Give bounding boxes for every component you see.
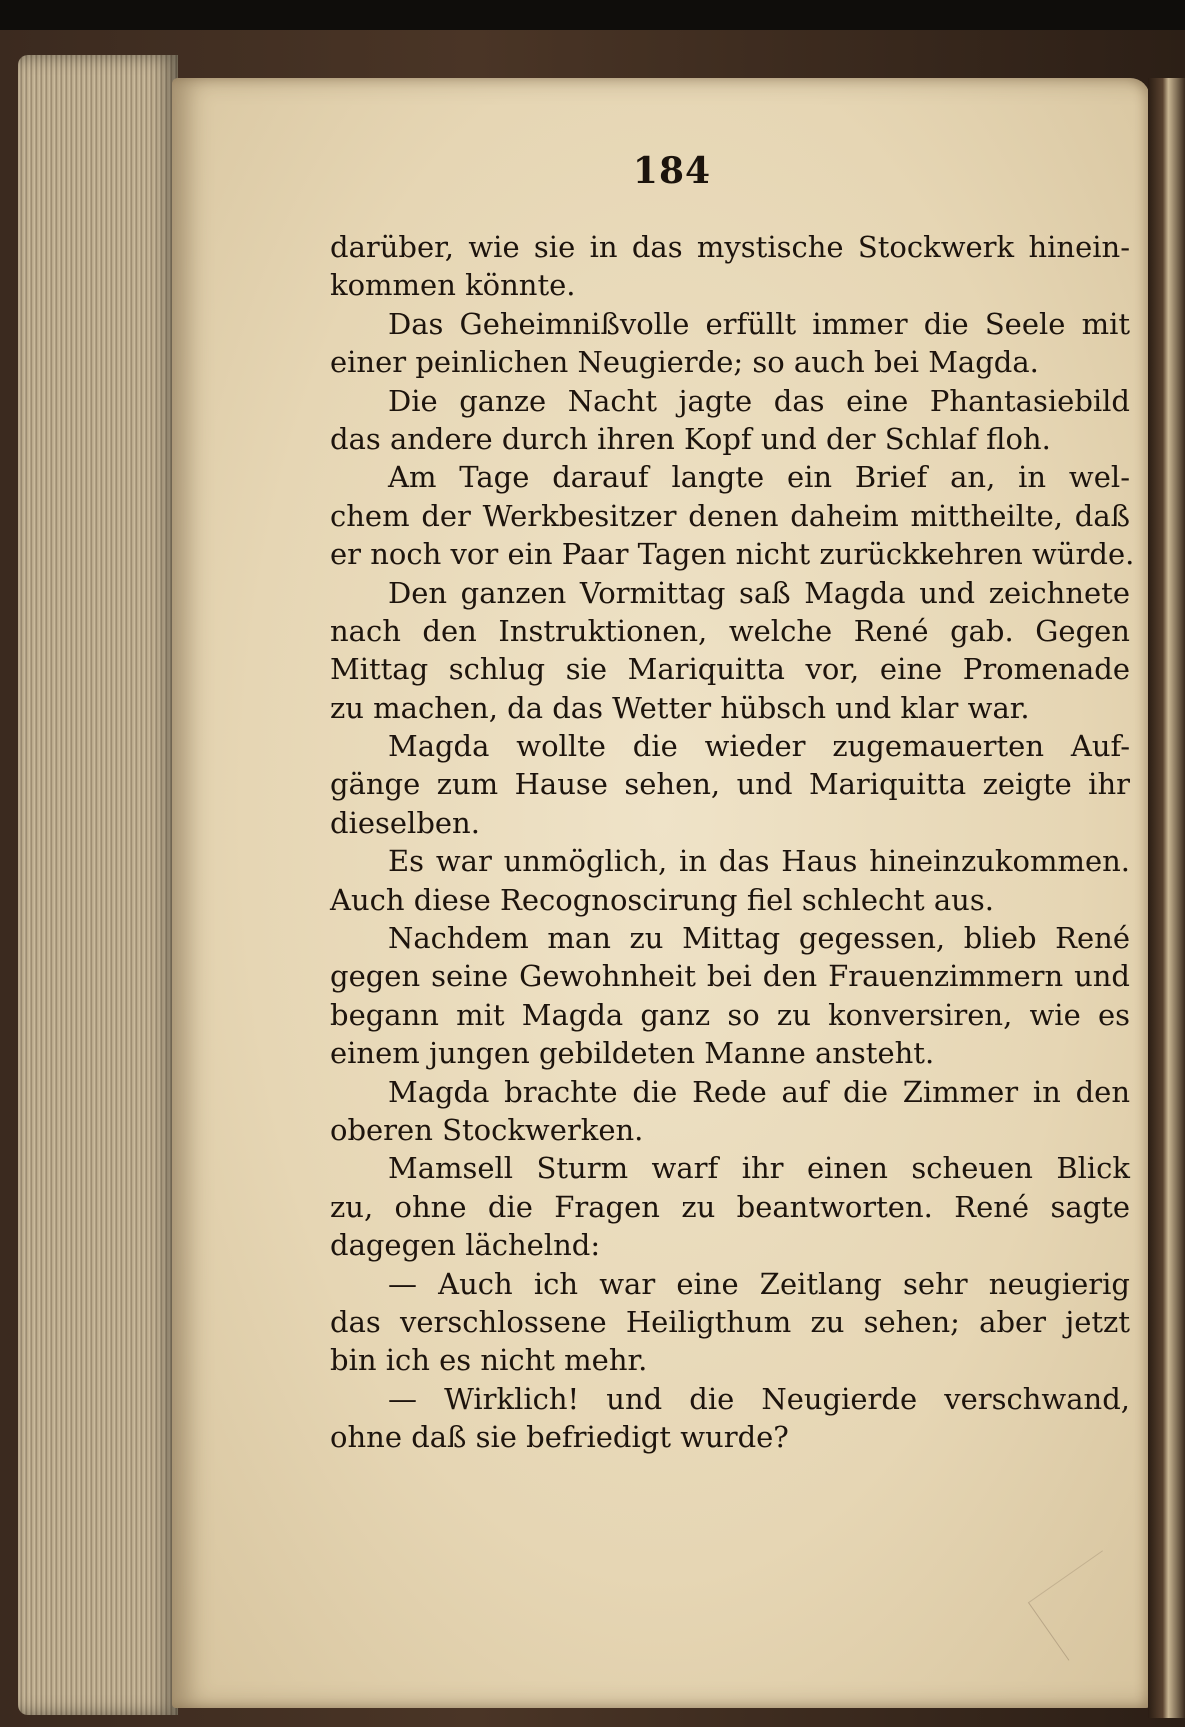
body-text <box>330 228 1135 1457</box>
text-line: Nachdem man zu Mittag gegessen, blieb René <box>388 921 1130 956</box>
text-line: chem der Werkbesitzer denen daheim mittheilte, daß <box>330 498 1130 533</box>
text-line: darüber, wie sie in das mystische Stockwerk hinein- <box>330 230 1130 264</box>
text-line: zu machen, da das Wetter hübsch und klar war. <box>330 690 1030 725</box>
text-line: kommen könnte. <box>330 268 576 303</box>
text-line: das andere durch ihren Kopf und der Schlaf floh. <box>330 421 1051 456</box>
text-line: — Auch ich war eine Zeitlang sehr neugierig <box>388 1266 1130 1301</box>
text-line: Es war unmöglich, in das Haus hineinzukommen. <box>388 844 1130 879</box>
text-line: Das Geheimnißvolle erfüllt immer die Seele mit <box>388 306 1130 341</box>
text-line: Magda wollte die wieder zugemauerten Auf- <box>388 729 1130 764</box>
text-line: dieselben. <box>330 805 480 840</box>
text-line: Den ganzen Vormittag saß Magda und zeichnete <box>388 575 1130 610</box>
text-line: er noch vor ein Paar Tagen nicht zurückkehren würde. <box>330 537 1135 572</box>
text-line: ohne daß sie befriedigt wurde? <box>330 1420 789 1455</box>
text-line: das verschlossene Heiligthum zu sehen; aber jetzt <box>330 1304 1130 1339</box>
text-line: gänge zum Hause sehen, und Mariquitta zeigte ihr <box>330 767 1130 802</box>
text-line: einer peinlichen Neugierde; so auch bei Magda. <box>330 345 1039 380</box>
text-line: einem jungen gebildeten Manne ansteht. <box>330 1036 935 1071</box>
next-page-edge <box>1148 78 1185 1718</box>
text-line: Magda brachte die Rede auf die Zimmer in den <box>388 1074 1130 1109</box>
text-line: nach den Instruktionen, welche René gab. Gegen <box>330 613 1130 648</box>
text-line: Mittag schlug sie Mariquitta vor, eine Promenade <box>330 652 1130 687</box>
text-line: dagegen lächelnd: <box>330 1228 601 1263</box>
text-line: zu, ohne die Fragen zu beantworten. René sagte <box>330 1189 1130 1224</box>
text-line: bin ich es nicht mehr. <box>330 1343 648 1378</box>
text-line: Mamsell Sturm warf ihr einen scheuen Blick <box>388 1151 1130 1186</box>
page-edges <box>18 55 178 1715</box>
text-line: gegen seine Gewohnheit bei den Frauenzimmern und <box>330 959 1130 994</box>
text-line: oberen Stockwerken. <box>330 1112 644 1147</box>
text-line: Am Tage darauf langte ein Brief an, in wel- <box>388 460 1130 495</box>
text-line: begann mit Magda ganz so zu konversiren, wie es <box>330 997 1130 1032</box>
text-line: — Wirklich! und die Neugierde verschwand, <box>388 1381 1130 1416</box>
text-line: Auch diese Recognoscirung fiel schlecht aus. <box>330 882 994 917</box>
page-number: 184 <box>632 150 712 192</box>
text-line: Die ganze Nacht jagte das eine Phantasiebild <box>388 383 1130 418</box>
